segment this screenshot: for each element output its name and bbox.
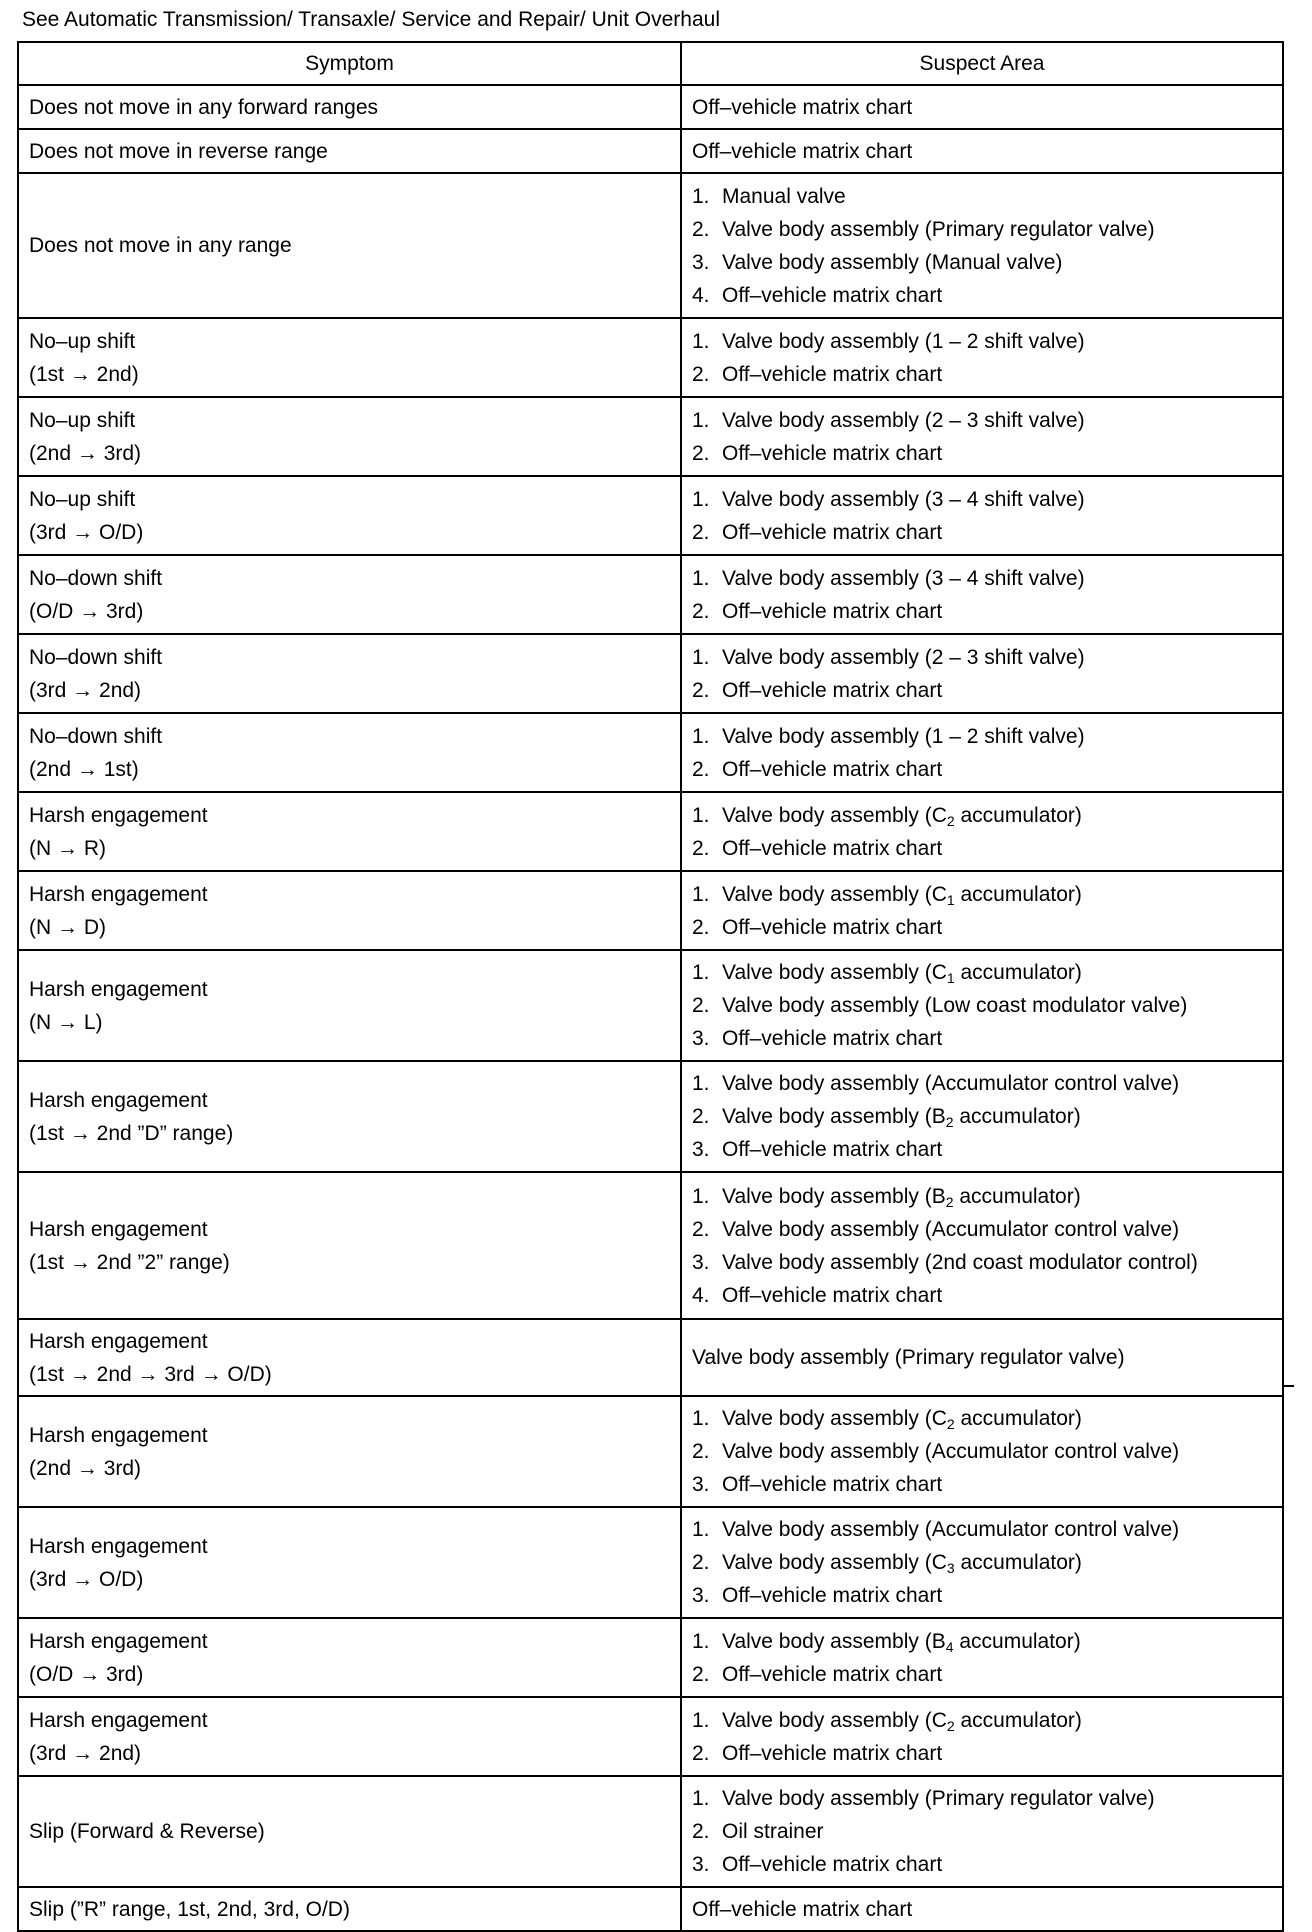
symptom-text: Does not move in any forward ranges: [29, 95, 379, 119]
symptom-text: (2nd → 3rd): [29, 1456, 142, 1480]
suspect-area-item: [692, 956, 1272, 989]
item-number: 2.: [692, 441, 710, 465]
symptom-text: (3rd → O/D): [29, 1567, 144, 1591]
symptom-text: Harsh engagement: [29, 977, 208, 1001]
suspect-area-item: [692, 91, 1272, 124]
item-number: 1.: [692, 1629, 710, 1653]
suspect-area-text: Valve body assembly (Accumulator control valve): [722, 1072, 1180, 1095]
table-row: [18, 1697, 1283, 1776]
symptom-text: No–up shift: [29, 408, 136, 432]
suspect-area-item: [692, 1213, 1272, 1246]
table-body: [18, 85, 1283, 1931]
item-number: 2.: [692, 520, 710, 544]
suspect-area-text: Valve body assembly (Primary regulator valve): [722, 217, 1155, 241]
item-number: 2.: [692, 1551, 710, 1574]
suspect-area-cell: [681, 1776, 1283, 1887]
suspect-area-text: Off–vehicle matrix chart: [722, 362, 943, 386]
suspect-area-item: [692, 641, 1272, 674]
column-header-symptom: Symptom: [18, 42, 681, 85]
table-row: [18, 1319, 1283, 1396]
item-number: 4.: [692, 1283, 710, 1307]
table-row: [18, 555, 1283, 634]
item-number: 2.: [692, 1662, 710, 1686]
symptom-text: (1st → 2nd → 3rd → O/D): [29, 1362, 272, 1386]
item-number: 1.: [692, 1407, 710, 1430]
suspect-area-item: [692, 911, 1272, 944]
suspect-area-text: Off–vehicle matrix chart: [722, 836, 943, 860]
item-number: 3.: [692, 1853, 710, 1876]
symptom-text: Harsh engagement: [29, 1088, 208, 1112]
suspect-area-cell: [681, 1887, 1283, 1931]
suspect-area-item: [692, 720, 1272, 753]
suspect-area-cell: [681, 1507, 1283, 1618]
suspect-area-item: [692, 832, 1272, 865]
suspect-area-cell: [681, 713, 1283, 792]
suspect-area-item: [692, 279, 1272, 312]
suspect-area-item: [692, 516, 1272, 549]
item-number: 1.: [692, 882, 710, 906]
table-row: [18, 173, 1283, 318]
symptom-text: (2nd → 3rd): [29, 441, 142, 465]
item-number: 2.: [692, 994, 710, 1017]
suspect-area-text: Off–vehicle matrix chart: [722, 441, 943, 465]
suspect-area-text: Valve body assembly (1 – 2 shift valve): [722, 724, 1085, 748]
table-row: [18, 129, 1283, 173]
suspect-area-item: [692, 1180, 1272, 1213]
item-number: 1.: [692, 1518, 710, 1541]
suspect-area-text: Valve body assembly ($C_2$ accumulator): [722, 803, 1082, 829]
suspect-area-item: [692, 180, 1272, 213]
suspect-area-text: Off–vehicle matrix chart: [722, 1584, 943, 1607]
item-number: 2.: [692, 757, 710, 781]
suspect-area-cell: [681, 1061, 1283, 1172]
suspect-area-text: Valve body assembly (Primary regulator valve): [722, 1787, 1155, 1810]
suspect-area-item: [692, 1848, 1272, 1881]
suspect-area-cell: [681, 1396, 1283, 1507]
suspect-area-item: [692, 1579, 1272, 1612]
suspect-area-item: [692, 1435, 1272, 1468]
table-row: [18, 318, 1283, 397]
table-row: [18, 1776, 1283, 1887]
suspect-area-text: Manual valve: [722, 184, 846, 208]
suspect-area-text: Valve body assembly ($C_1$ accumulator): [722, 882, 1082, 908]
item-number: 1.: [692, 803, 710, 827]
table-row: [18, 1618, 1283, 1697]
item-number: 2.: [692, 1820, 710, 1843]
suspect-area-cell: [681, 1697, 1283, 1776]
table-row: [18, 1172, 1283, 1319]
suspect-area-item: [692, 1782, 1272, 1815]
suspect-area-text: Off–vehicle matrix chart: [722, 1741, 943, 1765]
symptom-text: (N → D): [29, 915, 106, 939]
symptom-cell: [18, 1697, 681, 1776]
item-number: 4.: [692, 283, 710, 307]
item-number: 1.: [692, 961, 710, 984]
item-number: 2.: [692, 1440, 710, 1463]
symptom-cell: [18, 555, 681, 634]
suspect-area-cell: [681, 1618, 1283, 1697]
suspect-area-cell: [681, 1319, 1283, 1396]
symptom-text: (1st → 2nd): [29, 362, 139, 386]
suspect-area-text: Valve body assembly (Accumulator control valve): [722, 1217, 1180, 1241]
suspect-area-item: [692, 483, 1272, 516]
suspect-area-text: Valve body assembly ($C_3$ accumulator): [722, 1551, 1082, 1576]
suspect-area-cell: [681, 129, 1283, 173]
suspect-area-text: Oil strainer: [722, 1820, 824, 1843]
symptom-text: Harsh engagement: [29, 803, 208, 827]
symptom-text: (1st → 2nd ”2” range): [29, 1250, 230, 1274]
suspect-area-item: [692, 674, 1272, 707]
symptom-text: Harsh engagement: [29, 1329, 208, 1353]
symptom-cell: [18, 476, 681, 555]
item-number: 2.: [692, 915, 710, 939]
symptom-cell: [18, 318, 681, 397]
suspect-area-text: Off–vehicle matrix chart: [722, 678, 943, 702]
item-number: 3.: [692, 250, 710, 274]
item-number: 3.: [692, 1473, 710, 1496]
suspect-area-cell: [681, 950, 1283, 1061]
item-number: 1.: [692, 724, 710, 748]
suspect-area-item: [692, 1246, 1272, 1279]
suspect-area-item: [692, 1100, 1272, 1133]
table-row: [18, 871, 1283, 950]
suspect-area-item: [692, 562, 1272, 595]
suspect-area-text: Valve body assembly (Manual valve): [722, 250, 1063, 274]
table-row: [18, 1507, 1283, 1618]
symptom-text: No–down shift: [29, 645, 163, 669]
suspect-area-text: Off–vehicle matrix chart: [722, 1138, 943, 1161]
item-number: 2.: [692, 836, 710, 860]
suspect-area-item: [692, 1546, 1272, 1579]
item-number: 2.: [692, 217, 710, 241]
suspect-area-item: [692, 1022, 1272, 1055]
suspect-area-item: [692, 1658, 1272, 1691]
suspect-area-item: [692, 799, 1272, 832]
suspect-area-text: Valve body assembly (Primary regulator valve): [692, 1346, 1125, 1369]
item-number: 1.: [692, 1787, 710, 1810]
suspect-area-cell: [681, 792, 1283, 871]
symptom-text: No–down shift: [29, 566, 163, 590]
suspect-area-item: [692, 1402, 1272, 1435]
suspect-area-text: Valve body assembly ($C_2$ accumulator): [722, 1407, 1082, 1432]
suspect-area-cell: [681, 634, 1283, 713]
symptom-cell: [18, 397, 681, 476]
suspect-area-text: Valve body assembly ($C_2$ accumulator): [722, 1708, 1082, 1734]
suspect-area-item: [692, 989, 1272, 1022]
suspect-area-item: [692, 246, 1272, 279]
table-row: [18, 1396, 1283, 1507]
suspect-area-cell: [681, 476, 1283, 555]
reference-note: See Automatic Transmission/ Transaxle/ Service and Repair/ Unit Overhaul: [22, 8, 720, 31]
symptom-cell: [18, 85, 681, 129]
symptom-text: Does not move in reverse range: [29, 139, 328, 163]
suspect-area-item: [692, 1341, 1272, 1374]
suspect-area-item: [692, 753, 1272, 786]
suspect-area-item: [692, 1513, 1272, 1546]
symptom-text: (N → R): [29, 836, 106, 860]
suspect-area-text: Off–vehicle matrix chart: [722, 1662, 943, 1686]
suspect-area-cell: [681, 173, 1283, 318]
symptom-text: Harsh engagement: [29, 1217, 208, 1241]
suspect-area-text: Off–vehicle matrix chart: [722, 520, 943, 544]
item-number: 2.: [692, 1105, 710, 1128]
suspect-area-cell: [681, 85, 1283, 129]
symptom-cell: [18, 1061, 681, 1172]
suspect-area-text: Valve body assembly (3 – 4 shift valve): [722, 487, 1085, 511]
symptom-table: [17, 41, 1284, 1932]
item-number: 1.: [692, 408, 710, 432]
symptom-text: (3rd → O/D): [29, 520, 144, 544]
suspect-area-cell: [681, 871, 1283, 950]
table-row: [18, 476, 1283, 555]
symptom-text: No–up shift: [29, 329, 136, 353]
table-row: [18, 1061, 1283, 1172]
suspect-area-text: Valve body assembly (1 – 2 shift valve): [722, 329, 1085, 353]
table-row: [18, 634, 1283, 713]
suspect-area-item: [692, 213, 1272, 246]
suspect-area-item: [692, 358, 1272, 391]
suspect-area-item: [692, 404, 1272, 437]
symptom-cell: [18, 792, 681, 871]
table-row: [18, 713, 1283, 792]
symptom-text: Harsh engagement: [29, 1629, 208, 1653]
symptom-cell: [18, 1172, 681, 1319]
suspect-area-text: Valve body assembly (Accumulator control valve): [722, 1518, 1180, 1541]
suspect-area-item: [692, 1468, 1272, 1501]
suspect-area-text: Off–vehicle matrix chart: [722, 1473, 943, 1496]
suspect-area-text: Valve body assembly (Low coast modulator valve): [722, 994, 1188, 1017]
column-header-suspect-area: Suspect Area: [681, 42, 1283, 85]
symptom-text: No–down shift: [29, 724, 163, 748]
suspect-area-text: Off–vehicle matrix chart: [722, 1853, 943, 1876]
item-number: 1.: [692, 1708, 710, 1732]
suspect-area-text: Off–vehicle matrix chart: [722, 1283, 943, 1307]
table-row: [18, 85, 1283, 129]
suspect-area-text: Valve body assembly ($B_2$ accumulator): [722, 1105, 1081, 1130]
suspect-area-text: Valve body assembly (Accumulator control valve): [722, 1440, 1180, 1463]
symptom-cell: [18, 871, 681, 950]
suspect-area-item: [692, 1067, 1272, 1100]
symptom-cell: [18, 173, 681, 318]
table-row: [18, 397, 1283, 476]
item-number: 3.: [692, 1584, 710, 1607]
suspect-area-text: Valve body assembly ($B_2$ accumulator): [722, 1184, 1081, 1210]
suspect-area-text: Valve body assembly (3 – 4 shift valve): [722, 566, 1085, 590]
symptom-text: Slip (”R” range, 1st, 2nd, 3rd, O/D): [29, 1897, 350, 1921]
symptom-cell: [18, 634, 681, 713]
suspect-area-cell: [681, 397, 1283, 476]
suspect-area-item: [692, 437, 1272, 470]
item-number: 1.: [692, 184, 710, 208]
symptom-text: No–up shift: [29, 487, 136, 511]
item-number: 1.: [692, 487, 710, 511]
symptom-cell: [18, 1507, 681, 1618]
item-number: 1.: [692, 566, 710, 590]
symptom-cell: [18, 1618, 681, 1697]
suspect-area-text: Off–vehicle matrix chart: [722, 283, 943, 307]
symptom-text: (O/D → 3rd): [29, 1662, 144, 1686]
suspect-area-item: [692, 1625, 1272, 1658]
symptom-text: Harsh engagement: [29, 882, 208, 906]
symptom-cell: [18, 713, 681, 792]
suspect-area-item: [692, 135, 1272, 168]
symptom-text: (N → L): [29, 1010, 103, 1034]
item-number: 2.: [692, 1741, 710, 1765]
symptom-text: Harsh engagement: [29, 1708, 208, 1732]
suspect-area-cell: [681, 555, 1283, 634]
symptom-text: (2nd → 1st): [29, 757, 139, 781]
symptom-text: Slip (Forward & Reverse): [29, 1820, 265, 1843]
symptom-cell: [18, 129, 681, 173]
suspect-area-item: [692, 1133, 1272, 1166]
item-number: 2.: [692, 678, 710, 702]
symptom-cell: [18, 1776, 681, 1887]
item-number: 2.: [692, 1217, 710, 1241]
item-number: 3.: [692, 1250, 710, 1274]
item-number: 3.: [692, 1027, 710, 1050]
suspect-area-text: Valve body assembly ($B_4$ accumulator): [722, 1629, 1081, 1655]
suspect-area-text: Off–vehicle matrix chart: [722, 599, 943, 623]
suspect-area-cell: [681, 318, 1283, 397]
suspect-area-item: [692, 1737, 1272, 1770]
item-number: 1.: [692, 645, 710, 669]
symptom-cell: [18, 1396, 681, 1507]
suspect-area-text: Off–vehicle matrix chart: [722, 915, 943, 939]
table-row: [18, 792, 1283, 871]
suspect-area-text: Valve body assembly (2 – 3 shift valve): [722, 408, 1085, 432]
item-number: 3.: [692, 1138, 710, 1161]
symptom-text: (O/D → 3rd): [29, 599, 144, 623]
suspect-area-text: Off–vehicle matrix chart: [692, 139, 913, 163]
symptom-text: (3rd → 2nd): [29, 1741, 142, 1765]
suspect-area-item: [692, 878, 1272, 911]
suspect-area-text: Valve body assembly (2 – 3 shift valve): [722, 645, 1085, 669]
symptom-text: (1st → 2nd ”D” range): [29, 1121, 234, 1145]
item-number: 2.: [692, 362, 710, 386]
symptom-cell: [18, 950, 681, 1061]
symptom-cell: [18, 1887, 681, 1931]
item-number: 1.: [692, 1184, 710, 1208]
symptom-text: Does not move in any range: [29, 234, 292, 257]
suspect-area-text: Off–vehicle matrix chart: [722, 1027, 943, 1050]
table-row: [18, 950, 1283, 1061]
suspect-area-item: [692, 1279, 1272, 1312]
symptom-text: Harsh engagement: [29, 1423, 208, 1447]
table-row: [18, 1887, 1283, 1931]
suspect-area-text: Off–vehicle matrix chart: [722, 757, 943, 781]
table-edge-mark: [1282, 1385, 1294, 1387]
suspect-area-text: Valve body assembly (2nd coast modulator control): [722, 1250, 1198, 1274]
item-number: 1.: [692, 329, 710, 353]
suspect-area-cell: [681, 1172, 1283, 1319]
item-number: 2.: [692, 599, 710, 623]
suspect-area-item: [692, 1704, 1272, 1737]
suspect-area-item: [692, 1893, 1272, 1926]
symptom-text: (3rd → 2nd): [29, 678, 142, 702]
suspect-area-text: Off–vehicle matrix chart: [692, 95, 913, 119]
symptom-cell: [18, 1319, 681, 1396]
suspect-area-item: [692, 1815, 1272, 1848]
suspect-area-text: Valve body assembly ($C_1$ accumulator): [722, 961, 1082, 986]
item-number: 1.: [692, 1072, 710, 1095]
suspect-area-item: [692, 595, 1272, 628]
symptom-text: Harsh engagement: [29, 1534, 208, 1558]
table-header-row: [18, 42, 1283, 85]
suspect-area-item: [692, 325, 1272, 358]
suspect-area-text: Off–vehicle matrix chart: [692, 1897, 913, 1921]
